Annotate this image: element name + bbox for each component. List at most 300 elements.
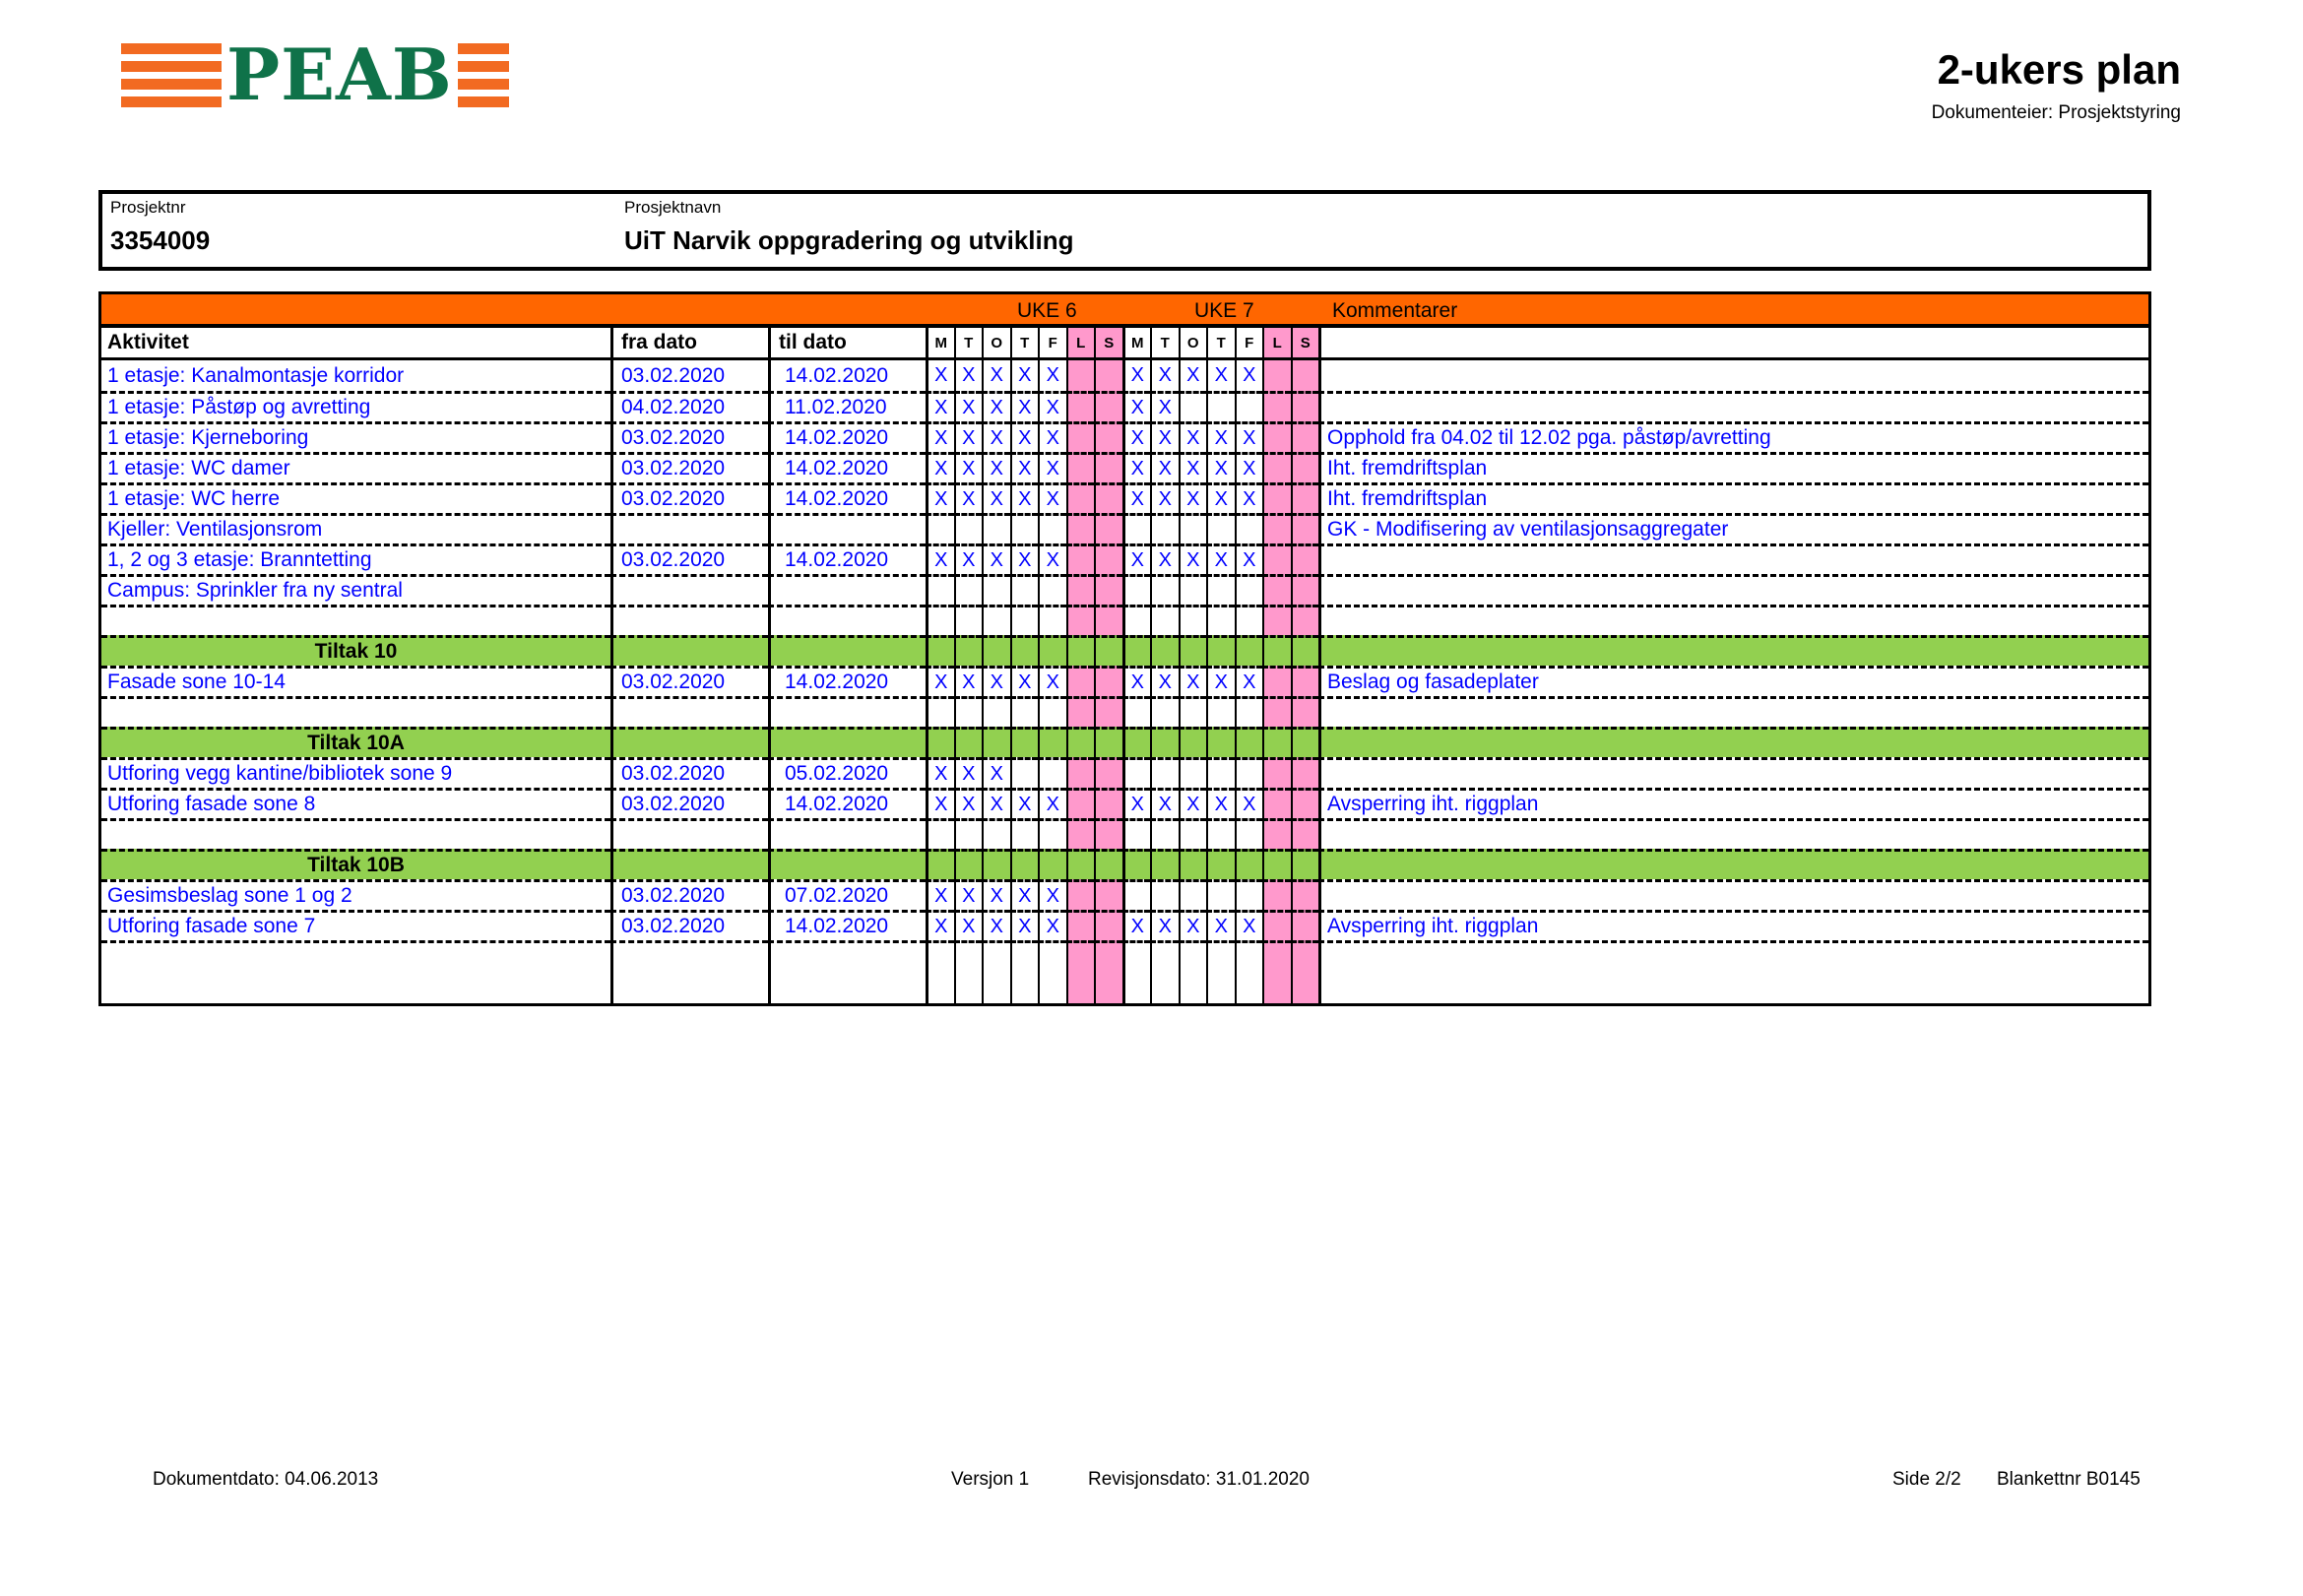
activity-cell: Tiltak 10A bbox=[101, 727, 610, 757]
day-mark-cell bbox=[1291, 757, 1319, 788]
day-mark-cell bbox=[1262, 360, 1291, 391]
day-mark-cell bbox=[1206, 879, 1235, 910]
day-mark-cell: X bbox=[1179, 666, 1207, 696]
comments-column-label: Kommentarer bbox=[1332, 299, 1458, 322]
day-mark-cell bbox=[1291, 788, 1319, 818]
day-mark-cell bbox=[1291, 513, 1319, 543]
activity-cell bbox=[101, 605, 610, 635]
day-mark-cell: X bbox=[982, 879, 1010, 910]
day-mark-cell bbox=[1066, 452, 1095, 482]
day-mark-cell: X bbox=[1010, 391, 1039, 421]
day-mark-cell: X bbox=[1235, 482, 1263, 513]
day-mark-cell: X bbox=[1235, 421, 1263, 452]
table-row bbox=[101, 818, 2148, 849]
activity-cell: 1 etasje: Kjerneboring bbox=[101, 421, 610, 452]
day-mark-cell bbox=[1010, 635, 1039, 666]
day-mark-cell bbox=[982, 727, 1010, 757]
title-block bbox=[1932, 47, 2181, 124]
comment-cell bbox=[1318, 543, 2148, 574]
day-mark-cell bbox=[954, 513, 983, 543]
day-mark-cell bbox=[1094, 727, 1122, 757]
day-mark-cell bbox=[1094, 879, 1122, 910]
day-mark-cell: X bbox=[1206, 360, 1235, 391]
table-row bbox=[101, 635, 2148, 666]
table-row bbox=[101, 666, 2148, 696]
day-mark-cell: X bbox=[1122, 910, 1151, 940]
footer-revision-date: Revisjonsdato: 31.01.2020 bbox=[1088, 1469, 1310, 1490]
table-row bbox=[101, 605, 2148, 635]
day-mark-cell: X bbox=[982, 391, 1010, 421]
day-mark-cell bbox=[1010, 605, 1039, 635]
day-mark-cell: X bbox=[926, 757, 954, 788]
activity-cell: 1 etasje: Kanalmontasje korridor bbox=[107, 363, 405, 387]
to-date-cell: 11.02.2020 bbox=[768, 391, 926, 421]
day-mark-cell bbox=[1066, 666, 1095, 696]
activity-cell: Campus: Sprinkler fra ny sentral bbox=[101, 574, 610, 605]
day-mark-cell bbox=[1094, 391, 1122, 421]
table-row bbox=[101, 360, 2148, 391]
activity-cell: Tiltak 10 bbox=[101, 635, 610, 666]
day-mark-cell bbox=[1094, 635, 1122, 666]
footer-page-number: Side 2/2 bbox=[1892, 1469, 1961, 1490]
day-mark-cell bbox=[1122, 757, 1151, 788]
day-mark-cell: X bbox=[982, 452, 1010, 482]
day-mark-cell bbox=[1122, 727, 1151, 757]
activity-cell bbox=[101, 940, 610, 1003]
footer-form-number: Blankettnr B0145 bbox=[1997, 1469, 2141, 1490]
day-mark-cell bbox=[1038, 849, 1066, 879]
day-mark-cell bbox=[1066, 818, 1095, 849]
to-date-cell bbox=[768, 818, 926, 849]
day-header-cell: S bbox=[1291, 328, 1319, 357]
from-date-cell bbox=[610, 513, 768, 543]
day-mark-cell bbox=[954, 605, 983, 635]
day-mark-cell: X bbox=[1010, 360, 1039, 391]
from-date-cell: 03.02.2020 bbox=[610, 452, 768, 482]
day-mark-cell bbox=[1066, 727, 1095, 757]
comment-cell: Opphold fra 04.02 til 12.02 pga. påstøp/avretting bbox=[1318, 421, 2148, 452]
comments-header-cell bbox=[1318, 328, 2148, 357]
project-name-field bbox=[624, 198, 1074, 256]
day-mark-cell bbox=[1262, 574, 1291, 605]
from-date-cell bbox=[610, 635, 768, 666]
day-mark-cell: X bbox=[982, 360, 1010, 391]
activity-cell: 1 etasje: WC herre bbox=[101, 482, 610, 513]
day-mark-cell: X bbox=[1179, 421, 1207, 452]
day-mark-cell bbox=[954, 696, 983, 727]
day-mark-cell: X bbox=[1179, 360, 1207, 391]
day-mark-cell bbox=[1010, 574, 1039, 605]
day-mark-cell bbox=[1094, 666, 1122, 696]
from-date-cell: 03.02.2020 bbox=[610, 879, 768, 910]
day-mark-cell: X bbox=[926, 788, 954, 818]
from-date-cell: 03.02.2020 bbox=[610, 360, 768, 391]
day-mark-cell bbox=[1235, 879, 1263, 910]
day-mark-cell bbox=[1122, 605, 1151, 635]
day-mark-cell bbox=[1206, 696, 1235, 727]
activity-cell bbox=[101, 696, 610, 727]
to-date-cell bbox=[768, 727, 926, 757]
day-mark-cell: X bbox=[1235, 910, 1263, 940]
day-mark-cell bbox=[926, 513, 954, 543]
comment-cell: Iht. fremdriftsplan bbox=[1318, 452, 2148, 482]
day-mark-cell bbox=[1262, 482, 1291, 513]
day-mark-cell bbox=[954, 940, 983, 1003]
day-mark-cell bbox=[1235, 849, 1263, 879]
day-mark-cell bbox=[1066, 360, 1095, 391]
to-date-cell: 14.02.2020 bbox=[768, 421, 926, 452]
day-mark-cell: X bbox=[1038, 879, 1066, 910]
day-mark-cell bbox=[1038, 574, 1066, 605]
day-mark-cell: X bbox=[1038, 421, 1066, 452]
day-mark-cell bbox=[1206, 757, 1235, 788]
day-mark-cell bbox=[1291, 940, 1319, 1003]
day-mark-cell bbox=[1291, 605, 1319, 635]
to-date-cell bbox=[768, 605, 926, 635]
day-mark-cell bbox=[1291, 849, 1319, 879]
day-mark-cell: X bbox=[954, 910, 983, 940]
comment-cell bbox=[1318, 605, 2148, 635]
day-mark-cell bbox=[1179, 574, 1207, 605]
peab-logo bbox=[121, 32, 509, 116]
day-mark-cell bbox=[1094, 605, 1122, 635]
day-mark-cell bbox=[1262, 879, 1291, 910]
day-mark-cell bbox=[1291, 574, 1319, 605]
day-mark-cell bbox=[1150, 635, 1179, 666]
day-mark-cell bbox=[1066, 391, 1095, 421]
day-mark-cell bbox=[1122, 818, 1151, 849]
day-mark-cell bbox=[1066, 788, 1095, 818]
day-mark-cell bbox=[1235, 391, 1263, 421]
day-mark-cell: X bbox=[1122, 788, 1151, 818]
day-mark-cell bbox=[1150, 513, 1179, 543]
day-mark-cell: X bbox=[1179, 452, 1207, 482]
day-mark-cell bbox=[926, 635, 954, 666]
day-mark-cell bbox=[1094, 360, 1122, 391]
day-mark-cell bbox=[1094, 849, 1122, 879]
day-mark-cell: X bbox=[954, 788, 983, 818]
day-mark-cell bbox=[954, 849, 983, 879]
day-mark-cell bbox=[1010, 727, 1039, 757]
activity-cell bbox=[101, 818, 610, 849]
day-mark-cell: X bbox=[1235, 666, 1263, 696]
to-date-cell: 14.02.2020 bbox=[768, 360, 926, 391]
day-mark-cell: X bbox=[1010, 910, 1039, 940]
comment-cell bbox=[1318, 574, 2148, 605]
day-mark-cell: X bbox=[1122, 452, 1151, 482]
day-mark-cell bbox=[1262, 543, 1291, 574]
to-date-cell: 14.02.2020 bbox=[768, 482, 926, 513]
day-mark-cell bbox=[1262, 940, 1291, 1003]
table-row bbox=[101, 727, 2148, 757]
day-mark-cell bbox=[1094, 818, 1122, 849]
comment-cell bbox=[1318, 879, 2148, 910]
day-mark-cell bbox=[1038, 818, 1066, 849]
day-mark-cell: X bbox=[954, 391, 983, 421]
day-mark-cell bbox=[1262, 788, 1291, 818]
day-mark-cell: X bbox=[954, 879, 983, 910]
to-date-cell: 07.02.2020 bbox=[768, 879, 926, 910]
day-mark-cell bbox=[926, 574, 954, 605]
comment-cell bbox=[1318, 940, 2148, 1003]
from-date-cell bbox=[610, 940, 768, 1003]
day-mark-cell: X bbox=[1038, 391, 1066, 421]
day-mark-cell: X bbox=[1179, 543, 1207, 574]
day-mark-cell bbox=[1291, 543, 1319, 574]
day-mark-cell bbox=[1262, 452, 1291, 482]
day-mark-cell bbox=[1150, 879, 1179, 910]
day-mark-cell bbox=[1291, 452, 1319, 482]
to-date-cell: 14.02.2020 bbox=[768, 910, 926, 940]
project-info-box bbox=[98, 190, 2151, 271]
week6-label: UKE 6 bbox=[1017, 299, 1077, 322]
day-mark-cell: X bbox=[1038, 666, 1066, 696]
activity-cell: Gesimsbeslag sone 1 og 2 bbox=[101, 879, 610, 910]
day-mark-cell: X bbox=[1010, 666, 1039, 696]
day-header-cell: F bbox=[1235, 328, 1263, 357]
comment-cell: Avsperring iht. riggplan bbox=[1318, 910, 2148, 940]
day-mark-cell: X bbox=[1235, 543, 1263, 574]
table-header-row bbox=[101, 328, 2148, 360]
from-date-cell bbox=[610, 574, 768, 605]
day-mark-cell bbox=[1291, 696, 1319, 727]
logo-stripes-left-icon bbox=[121, 43, 222, 107]
day-mark-cell bbox=[926, 696, 954, 727]
day-mark-cell bbox=[1179, 757, 1207, 788]
day-mark-cell: X bbox=[1206, 910, 1235, 940]
day-mark-cell bbox=[1066, 635, 1095, 666]
document-owner: Dokumenteier: Prosjektstyring bbox=[1931, 102, 2181, 124]
day-mark-cell: X bbox=[1206, 452, 1235, 482]
day-mark-cell bbox=[1066, 879, 1095, 910]
day-mark-cell bbox=[1235, 696, 1263, 727]
day-mark-cell bbox=[1179, 727, 1207, 757]
project-number-field bbox=[110, 198, 210, 256]
comment-cell bbox=[1318, 360, 2148, 391]
day-mark-cell: X bbox=[954, 543, 983, 574]
day-mark-cell bbox=[1291, 666, 1319, 696]
day-mark-cell: X bbox=[1010, 879, 1039, 910]
day-mark-cell: X bbox=[982, 910, 1010, 940]
day-mark-cell bbox=[1122, 940, 1151, 1003]
day-mark-cell: X bbox=[1235, 788, 1263, 818]
table-title-bar bbox=[101, 294, 2148, 328]
to-date-cell: 14.02.2020 bbox=[768, 543, 926, 574]
table-row bbox=[101, 452, 2148, 482]
day-mark-cell: X bbox=[1010, 452, 1039, 482]
day-mark-cell bbox=[1150, 940, 1179, 1003]
day-mark-cell: X bbox=[1206, 543, 1235, 574]
from-date-cell: 03.02.2020 bbox=[610, 788, 768, 818]
table-row bbox=[101, 696, 2148, 727]
day-mark-cell: X bbox=[1122, 421, 1151, 452]
day-mark-cell bbox=[1235, 605, 1263, 635]
week7-label: UKE 7 bbox=[1194, 299, 1254, 322]
table-row bbox=[101, 757, 2148, 788]
to-date-cell bbox=[768, 849, 926, 879]
day-mark-cell bbox=[1291, 421, 1319, 452]
day-mark-cell bbox=[1179, 879, 1207, 910]
day-mark-cell bbox=[1179, 513, 1207, 543]
day-mark-cell: X bbox=[982, 421, 1010, 452]
comment-cell: Beslag og fasadeplater bbox=[1318, 666, 2148, 696]
activity-cell: Utforing fasade sone 7 bbox=[101, 910, 610, 940]
table-row bbox=[101, 849, 2148, 879]
day-mark-cell: X bbox=[982, 757, 1010, 788]
day-mark-cell bbox=[1262, 757, 1291, 788]
comment-cell bbox=[1318, 849, 2148, 879]
day-mark-cell: X bbox=[1150, 360, 1179, 391]
day-mark-cell bbox=[1122, 574, 1151, 605]
day-mark-cell bbox=[1179, 605, 1207, 635]
day-mark-cell bbox=[982, 818, 1010, 849]
day-mark-cell bbox=[1094, 482, 1122, 513]
day-mark-cell bbox=[1179, 940, 1207, 1003]
comment-cell bbox=[1318, 818, 2148, 849]
day-mark-cell bbox=[1291, 482, 1319, 513]
table-row bbox=[101, 513, 2148, 543]
day-mark-cell bbox=[1262, 818, 1291, 849]
activity-cell: Utforing vegg kantine/bibliotek sone 9 bbox=[101, 757, 610, 788]
day-mark-cell bbox=[1010, 513, 1039, 543]
day-mark-cell: X bbox=[1206, 788, 1235, 818]
day-mark-cell bbox=[1291, 635, 1319, 666]
day-mark-cell bbox=[1038, 635, 1066, 666]
activity-cell: Fasade sone 10-14 bbox=[101, 666, 610, 696]
day-mark-cell bbox=[926, 849, 954, 879]
day-mark-cell bbox=[1010, 757, 1039, 788]
day-header-cell: L bbox=[1262, 328, 1291, 357]
page-footer bbox=[0, 1469, 2303, 1499]
day-mark-cell: X bbox=[954, 452, 983, 482]
day-header-cell: T bbox=[1150, 328, 1179, 357]
day-mark-cell: X bbox=[1179, 910, 1207, 940]
table-row bbox=[101, 574, 2148, 605]
day-mark-cell: X bbox=[1122, 482, 1151, 513]
document-title: 2-ukers plan bbox=[1937, 46, 2181, 93]
day-mark-cell bbox=[1010, 940, 1039, 1003]
to-date-cell: 14.02.2020 bbox=[768, 452, 926, 482]
day-mark-cell: X bbox=[954, 666, 983, 696]
from-date-cell: 03.02.2020 bbox=[610, 543, 768, 574]
to-date-cell bbox=[768, 696, 926, 727]
to-date-cell bbox=[768, 635, 926, 666]
from-date-cell: 03.02.2020 bbox=[610, 421, 768, 452]
day-mark-cell: X bbox=[1179, 788, 1207, 818]
day-mark-cell bbox=[954, 727, 983, 757]
day-mark-cell: X bbox=[954, 360, 983, 391]
from-date-cell: 03.02.2020 bbox=[610, 910, 768, 940]
day-mark-cell bbox=[1235, 513, 1263, 543]
day-mark-cell: X bbox=[1010, 421, 1039, 452]
day-mark-cell bbox=[1291, 727, 1319, 757]
activity-column-header: Aktivitet bbox=[107, 331, 189, 353]
day-mark-cell bbox=[982, 696, 1010, 727]
day-mark-cell bbox=[1066, 513, 1095, 543]
day-header-cell: T bbox=[954, 328, 983, 357]
table-row bbox=[101, 940, 2148, 1003]
day-mark-cell: X bbox=[1150, 482, 1179, 513]
day-mark-cell bbox=[1066, 757, 1095, 788]
day-mark-cell: X bbox=[1122, 360, 1151, 391]
day-mark-cell: X bbox=[954, 421, 983, 452]
day-header-cell: S bbox=[1094, 328, 1122, 357]
day-mark-cell bbox=[1262, 513, 1291, 543]
day-mark-cell bbox=[1262, 635, 1291, 666]
day-mark-cell bbox=[926, 605, 954, 635]
comment-cell bbox=[1318, 391, 2148, 421]
comment-cell bbox=[1318, 757, 2148, 788]
from-date-cell bbox=[610, 849, 768, 879]
from-date-cell bbox=[610, 696, 768, 727]
day-mark-cell: X bbox=[1010, 482, 1039, 513]
table-body bbox=[101, 360, 2148, 1003]
day-mark-cell bbox=[1235, 635, 1263, 666]
day-mark-cell bbox=[954, 635, 983, 666]
day-mark-cell: X bbox=[1235, 452, 1263, 482]
table-row bbox=[101, 543, 2148, 574]
day-mark-cell bbox=[926, 727, 954, 757]
day-mark-cell bbox=[1038, 940, 1066, 1003]
day-mark-cell bbox=[1066, 940, 1095, 1003]
day-mark-cell bbox=[926, 940, 954, 1003]
day-mark-cell bbox=[954, 574, 983, 605]
day-mark-cell bbox=[1235, 757, 1263, 788]
day-mark-cell bbox=[982, 849, 1010, 879]
day-mark-cell bbox=[1179, 635, 1207, 666]
activity-cell: 1, 2 og 3 etasje: Branntetting bbox=[101, 543, 610, 574]
day-mark-cell bbox=[1179, 391, 1207, 421]
day-mark-cell: X bbox=[1038, 543, 1066, 574]
day-mark-cell bbox=[1235, 940, 1263, 1003]
day-mark-cell bbox=[1262, 421, 1291, 452]
day-mark-cell bbox=[1262, 849, 1291, 879]
day-mark-cell bbox=[1150, 727, 1179, 757]
day-mark-cell: X bbox=[1122, 666, 1151, 696]
day-mark-cell: X bbox=[1206, 482, 1235, 513]
day-mark-cell: X bbox=[1122, 391, 1151, 421]
day-mark-cell: X bbox=[982, 482, 1010, 513]
day-mark-cell bbox=[1291, 818, 1319, 849]
day-mark-cell bbox=[982, 574, 1010, 605]
day-mark-cell bbox=[1179, 818, 1207, 849]
to-date-cell: 05.02.2020 bbox=[768, 757, 926, 788]
day-mark-cell bbox=[982, 635, 1010, 666]
day-mark-cell: X bbox=[1122, 543, 1151, 574]
day-mark-cell bbox=[1122, 879, 1151, 910]
comment-cell bbox=[1318, 696, 2148, 727]
day-mark-cell bbox=[1094, 940, 1122, 1003]
day-mark-cell bbox=[1010, 696, 1039, 727]
day-mark-cell bbox=[1094, 696, 1122, 727]
day-mark-cell: X bbox=[926, 360, 954, 391]
day-mark-cell bbox=[1206, 391, 1235, 421]
to-date-cell bbox=[768, 574, 926, 605]
day-mark-cell bbox=[1206, 513, 1235, 543]
day-mark-cell bbox=[1094, 910, 1122, 940]
footer-document-date: Dokumentdato: 04.06.2013 bbox=[153, 1469, 379, 1490]
activity-cell: Utforing fasade sone 8 bbox=[101, 788, 610, 818]
day-mark-cell: X bbox=[1150, 910, 1179, 940]
day-mark-cell bbox=[1206, 605, 1235, 635]
day-mark-cell: X bbox=[1038, 452, 1066, 482]
day-mark-cell: X bbox=[954, 757, 983, 788]
comment-cell: GK - Modifisering av ventilasjonsaggregater bbox=[1318, 513, 2148, 543]
day-mark-cell: X bbox=[982, 543, 1010, 574]
day-mark-cell: X bbox=[926, 391, 954, 421]
day-mark-cell bbox=[1291, 360, 1319, 391]
day-mark-cell bbox=[1179, 696, 1207, 727]
